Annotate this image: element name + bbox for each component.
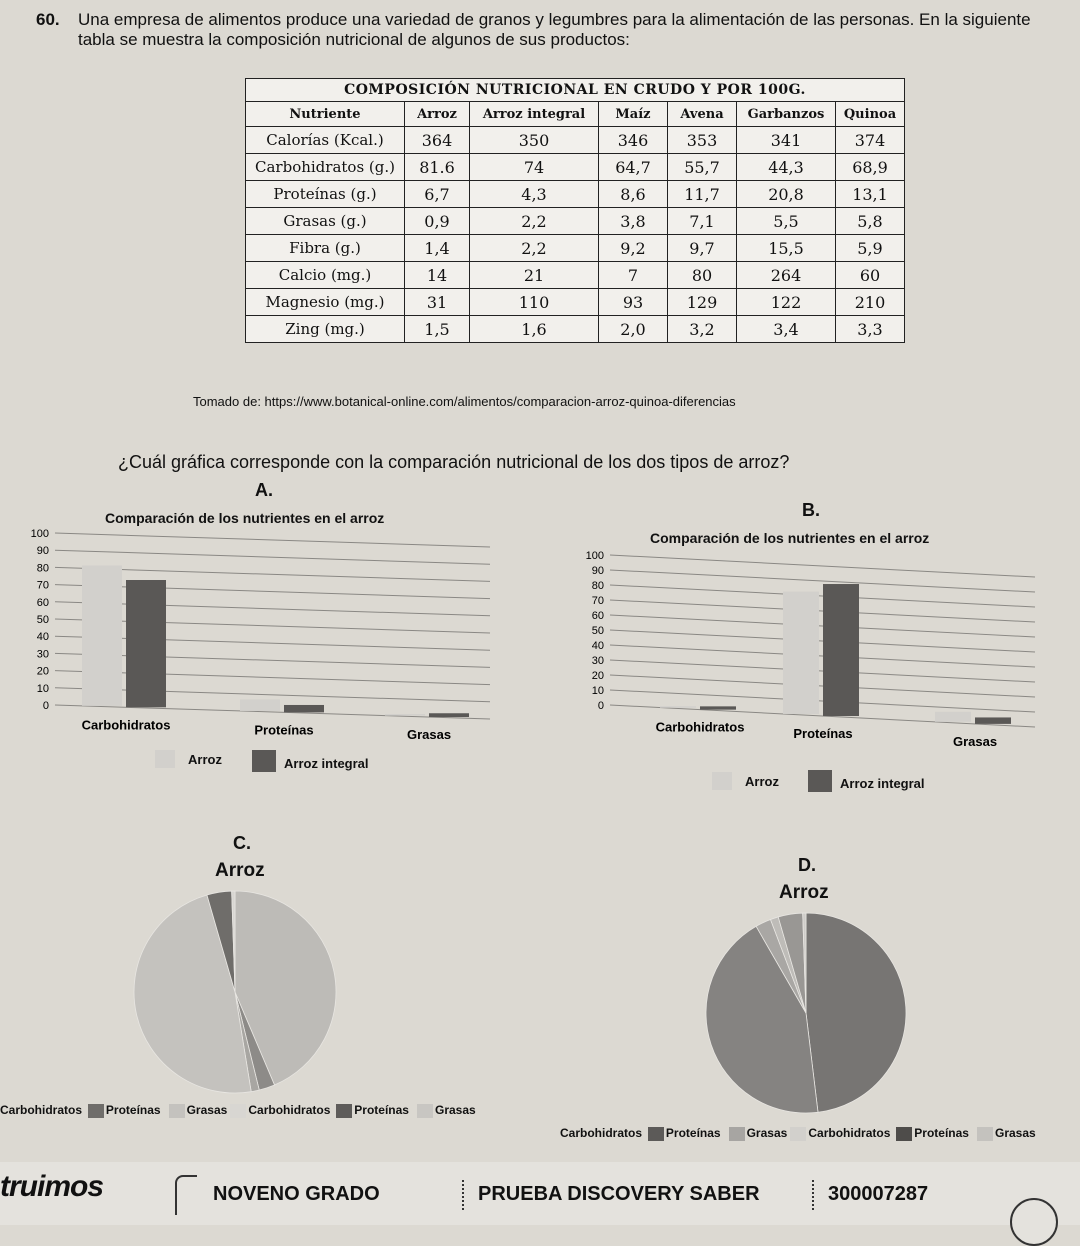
source-citation: Tomado de: https://www.botanical-online.com/alimentos/comparacion-arroz-quinoa-diferencias — [193, 394, 736, 409]
table-row — [246, 262, 905, 289]
legend-swatch — [230, 1104, 246, 1118]
gridline — [55, 533, 490, 547]
question-number: 60. — [36, 10, 60, 29]
table-cell: 2,2 — [470, 235, 599, 262]
page-badge-icon — [1010, 1198, 1058, 1246]
table-row — [246, 289, 905, 316]
table-cell: 122 — [737, 289, 836, 316]
legend-label: Grasas — [435, 1103, 476, 1117]
table-cell: 31 — [405, 289, 470, 316]
table-cell: 7,1 — [668, 208, 737, 235]
legend-swatch — [88, 1104, 104, 1118]
table-cell: 350 — [470, 127, 599, 154]
bar-arroz — [82, 566, 122, 706]
x-category-label: Proteínas — [254, 722, 314, 738]
bar-arroz-integral — [975, 717, 1011, 723]
legend-swatch — [790, 1127, 806, 1141]
chart-c-pie — [133, 890, 337, 1094]
table-row — [246, 235, 905, 262]
y-tick-label: 20 — [591, 670, 604, 682]
y-tick-label: 60 — [36, 596, 49, 609]
table-cell: 44,3 — [737, 154, 836, 181]
nutrient-name: Magnesio (mg.) — [246, 289, 405, 316]
chart-c-legend — [0, 1102, 520, 1124]
y-tick-label: 40 — [591, 640, 604, 652]
column-header: Nutriente — [246, 102, 405, 127]
table-cell: 9,7 — [668, 235, 737, 262]
table-cell: 64,7 — [599, 154, 668, 181]
option-c-letter: C. — [233, 833, 251, 853]
y-tick-label: 20 — [36, 665, 49, 678]
legend-label: Carbohidratos — [0, 1103, 83, 1117]
chart-b-bars — [555, 545, 1055, 770]
footer-bracket — [175, 1175, 197, 1215]
legend-swatch — [417, 1104, 433, 1118]
column-header: Quinoa — [836, 102, 905, 127]
column-header: Avena — [668, 102, 737, 127]
table-cell: 6,7 — [405, 181, 470, 208]
footer-divider — [812, 1180, 814, 1210]
table-cell: 4,3 — [470, 181, 599, 208]
table-row — [246, 154, 905, 181]
table-cell: 3,3 — [836, 316, 905, 343]
option-b-letter: B. — [802, 500, 820, 520]
question-text: Una empresa de alimentos produce una variedad de granos y legumbres para la alimentación de las personas. En la siguiente tabla se muestra la composición nutricional de algunos de sus productos: — [78, 10, 1031, 49]
chart-a-title: Comparación de los nutrientes en el arroz — [105, 510, 385, 526]
legend-a-arroz-swatch — [155, 750, 175, 768]
legend-label: Carbohidratos — [248, 1103, 331, 1117]
x-category-label: Carbohidratos — [655, 719, 745, 735]
bar-arroz — [783, 592, 819, 714]
table-cell: 264 — [737, 262, 836, 289]
bar-arroz-integral — [126, 580, 166, 707]
y-tick-label: 80 — [591, 580, 604, 592]
nutrient-name: Grasas (g.) — [246, 208, 405, 235]
chart-d-pie — [705, 912, 907, 1114]
column-header: Garbanzos — [737, 102, 836, 127]
table-cell: 20,8 — [737, 181, 836, 208]
table-cell: 13,1 — [836, 181, 905, 208]
table-row — [246, 316, 905, 343]
table-cell: 74 — [470, 154, 599, 181]
legend-label: Proteínas — [914, 1126, 969, 1140]
pie-slice-carbohidratos — [806, 913, 906, 1112]
bar-arroz-integral — [700, 706, 736, 709]
x-category-label: Grasas — [406, 727, 452, 743]
table-cell: 14 — [405, 262, 470, 289]
nutrient-name: Proteínas (g.) — [246, 181, 405, 208]
legend-label: Carbohidratos — [560, 1126, 643, 1140]
legend-swatch — [648, 1127, 664, 1141]
table-cell: 8,6 — [599, 181, 668, 208]
y-tick-label: 80 — [36, 562, 49, 575]
footer-grade: NOVENO GRADO — [213, 1183, 380, 1205]
y-tick-label: 50 — [36, 614, 49, 626]
y-tick-label: 100 — [30, 528, 49, 540]
bar-arroz — [660, 706, 696, 708]
table-cell: 1,5 — [405, 316, 470, 343]
chart-a-bars — [0, 525, 520, 775]
footer-test: PRUEBA DISCOVERY SABER — [478, 1183, 760, 1205]
y-tick-label: 50 — [591, 625, 604, 637]
legend-a-integral-swatch — [252, 750, 276, 772]
legend-b-arroz: Arroz — [745, 774, 779, 789]
x-category-label: Carbohidratos — [81, 717, 171, 733]
legend-label: Grasas — [746, 1126, 788, 1140]
bar-arroz — [240, 699, 280, 711]
table-cell: 2,0 — [599, 316, 668, 343]
legend-a-arroz: Arroz — [188, 752, 222, 767]
chart-b-title: Comparación de los nutrientes en el arroz — [650, 530, 930, 546]
nutrient-name: Calcio (mg.) — [246, 262, 405, 289]
y-tick-label: 30 — [36, 648, 49, 661]
y-tick-label: 40 — [36, 631, 49, 644]
table-cell: 110 — [470, 289, 599, 316]
y-tick-label: 0 — [597, 700, 604, 712]
table-cell: 7 — [599, 262, 668, 289]
table-cell: 15,5 — [737, 235, 836, 262]
y-tick-label: 10 — [591, 685, 604, 697]
y-tick-label: 10 — [36, 682, 49, 695]
legend-label: Proteínas — [665, 1126, 721, 1140]
table-cell: 3,8 — [599, 208, 668, 235]
table-cell: 80 — [668, 262, 737, 289]
y-tick-label: 70 — [36, 579, 49, 592]
table-cell: 374 — [836, 127, 905, 154]
table-cell: 364 — [405, 127, 470, 154]
option-d-letter: D. — [798, 855, 816, 875]
table-cell: 353 — [668, 127, 737, 154]
legend-swatch — [729, 1127, 745, 1141]
nutrition-table — [245, 78, 905, 343]
table-cell: 21 — [470, 262, 599, 289]
bar-arroz — [935, 712, 971, 722]
table-header-row — [246, 102, 905, 127]
nutrient-name: Zing (mg.) — [246, 316, 405, 343]
bar-arroz — [385, 714, 425, 716]
bar-arroz-integral — [429, 713, 469, 717]
legend-b-arroz-swatch — [712, 772, 732, 790]
legend-label: Grasas — [995, 1126, 1036, 1140]
table-cell: 3,2 — [668, 316, 737, 343]
table-cell: 0,9 — [405, 208, 470, 235]
legend-swatch — [977, 1127, 993, 1141]
table-cell: 346 — [599, 127, 668, 154]
chart-c-title: Arroz — [215, 860, 265, 881]
table-cell: 1,6 — [470, 316, 599, 343]
table-cell: 5,8 — [836, 208, 905, 235]
legend-swatch — [169, 1104, 185, 1118]
y-tick-label: 90 — [591, 565, 604, 577]
table-cell: 2,2 — [470, 208, 599, 235]
table-cell: 55,7 — [668, 154, 737, 181]
legend-swatch — [896, 1127, 912, 1141]
x-category-label: Proteínas — [793, 726, 853, 742]
table-cell: 1,4 — [405, 235, 470, 262]
column-header: Maíz — [599, 102, 668, 127]
legend-label: Grasas — [186, 1103, 228, 1117]
chart-d-title: Arroz — [779, 882, 829, 903]
table-cell: 341 — [737, 127, 836, 154]
table-cell: 210 — [836, 289, 905, 316]
table-row — [246, 127, 905, 154]
nutrient-name: Fibra (g.) — [246, 235, 405, 262]
option-a-letter: A. — [255, 480, 273, 500]
legend-b-integral: Arroz integral — [840, 776, 925, 791]
column-header: Arroz integral — [470, 102, 599, 127]
table-cell: 9,2 — [599, 235, 668, 262]
table-cell: 68,9 — [836, 154, 905, 181]
table-cell: 81.6 — [405, 154, 470, 181]
table-title: COMPOSICIÓN NUTRICIONAL EN CRUDO Y POR 100G. — [246, 79, 905, 102]
bar-arroz-integral — [284, 705, 324, 712]
bar-arroz-integral — [823, 584, 859, 716]
brand-logo: truimos — [0, 1170, 104, 1203]
question-prompt: ¿Cuál gráfica corresponde con la comparación nutricional de los dos tipos de arroz? — [118, 452, 790, 472]
column-header: Arroz — [405, 102, 470, 127]
table-row — [246, 208, 905, 235]
table-cell: 5,9 — [836, 235, 905, 262]
y-tick-label: 60 — [591, 610, 604, 622]
y-tick-label: 0 — [42, 700, 49, 712]
table-cell: 5,5 — [737, 208, 836, 235]
table-cell: 11,7 — [668, 181, 737, 208]
legend-b-integral-swatch — [808, 770, 832, 792]
table-cell: 93 — [599, 289, 668, 316]
legend-label: Proteínas — [105, 1103, 161, 1117]
nutrient-name: Calorías (Kcal.) — [246, 127, 405, 154]
legend-a-integral: Arroz integral — [284, 756, 369, 771]
table-body — [246, 127, 905, 343]
gridline — [55, 550, 490, 564]
y-tick-label: 100 — [585, 550, 604, 562]
nutrient-name: Carbohidratos (g.) — [246, 154, 405, 181]
footer-divider — [462, 1180, 464, 1210]
y-tick-label: 70 — [591, 595, 604, 607]
table-cell: 60 — [836, 262, 905, 289]
chart-d-legend — [560, 1125, 1075, 1147]
legend-swatch — [336, 1104, 352, 1118]
y-tick-label: 90 — [36, 545, 49, 558]
x-category-label: Grasas — [952, 733, 998, 749]
table-cell: 129 — [668, 289, 737, 316]
table-row — [246, 181, 905, 208]
legend-label: Proteínas — [354, 1103, 409, 1117]
y-tick-label: 30 — [591, 655, 604, 667]
footer-code: 300007287 — [828, 1183, 929, 1205]
legend-label: Carbohidratos — [808, 1126, 891, 1140]
table-cell: 3,4 — [737, 316, 836, 343]
